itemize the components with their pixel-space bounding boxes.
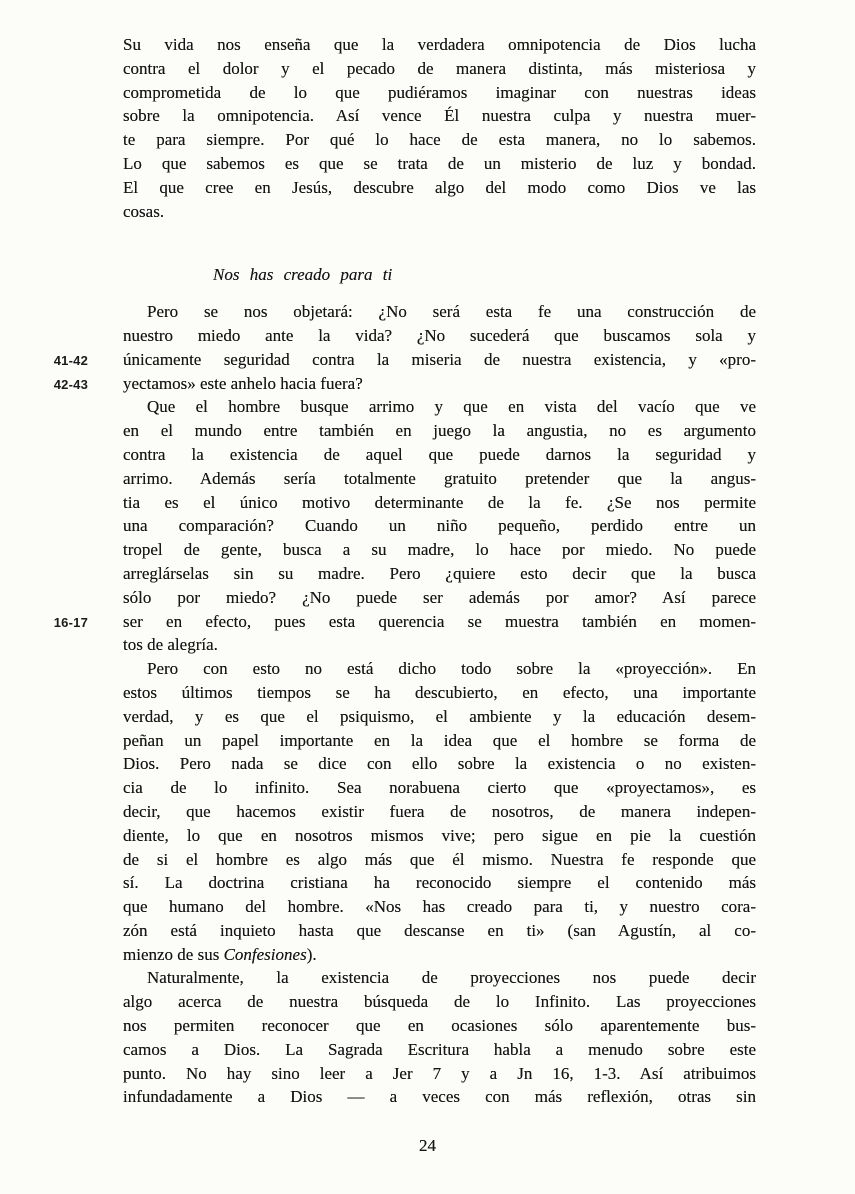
italic-text: Confesiones bbox=[223, 944, 307, 964]
text-line bbox=[123, 943, 756, 967]
text-line: arreglárselas sin su madre. Pero ¿quiere esto decir que la busca bbox=[123, 563, 756, 583]
text-line: Su vida nos enseña que la verdadera omnipotencia de Dios lucha bbox=[123, 35, 756, 54]
margin-reference: 42-43 bbox=[53, 377, 88, 392]
text-line: nos permiten reconocer que en ocasiones sólo aparentemente bus- bbox=[123, 1016, 756, 1036]
text-segment: ). bbox=[306, 944, 317, 964]
text-line: Lo que sabemos es que se trata de un misterio de luz y bondad. bbox=[123, 153, 756, 173]
text-line: sólo por miedo? ¿No puede ser además por amor? Así parece bbox=[123, 587, 756, 607]
text-line: Naturalmente, la existencia de proyecciones nos puede decir bbox=[147, 968, 756, 988]
text-line: algo acerca de nuestra búsqueda de lo Infinito. Las proyecciones bbox=[123, 992, 756, 1012]
text-line: Dios. Pero nada se dice con ello sobre la existencia o no existen- bbox=[123, 754, 756, 774]
text-line: punto. No hay sino leer a Jer 7 y a Jn 16, 1-3. Así atribuimos bbox=[123, 1063, 756, 1083]
text-block bbox=[123, 33, 756, 1109]
text-line: Pero con esto no está dicho todo sobre la «proyección». En bbox=[147, 659, 756, 679]
text-line: nuestro miedo ante la vida? ¿No sucederá que buscamos sola y bbox=[123, 325, 756, 345]
text-line: te para siempre. Por qué lo hace de esta manera, no lo sabemos. bbox=[123, 130, 756, 150]
text-line: Pero se nos objetará: ¿No será esta fe una construcción de bbox=[147, 302, 756, 322]
text-line: únicamente seguridad contra la miseria de nuestra existencia, y «pro- bbox=[123, 349, 756, 369]
page-number: 24 bbox=[419, 1136, 436, 1155]
text-line: cia de lo infinito. Sea norabuena cierto que «proyectamos», es bbox=[123, 778, 756, 798]
text-line: zón está inquieto hasta que descanse en ti» (san Agustín, al co- bbox=[123, 920, 756, 940]
text-line: ser en efecto, pues esta querencia se muestra también en momen- bbox=[123, 611, 756, 631]
text-line: contra el dolor y el pecado de manera distinta, más misteriosa y bbox=[123, 58, 756, 78]
text-line: comprometida de lo que pudiéramos imaginar con nuestras ideas bbox=[123, 82, 756, 102]
text-line: El que cree en Jesús, descubre algo del modo como Dios ve las bbox=[123, 177, 756, 197]
paragraph bbox=[123, 657, 756, 966]
text-segment: mienzo de sus bbox=[123, 944, 224, 964]
text-line: de si el hombre es algo más que él mismo. Nuestra fe responde que bbox=[123, 849, 756, 869]
text-line: infundadamente a Dios — a veces con más reflexión, otras sin bbox=[123, 1087, 756, 1107]
text-line: en el mundo entre también en juego la angustia, no es argumento bbox=[123, 421, 756, 441]
paragraph bbox=[123, 966, 756, 1109]
text-line: camos a Dios. La Sagrada Escritura habla a menudo sobre este bbox=[123, 1039, 756, 1059]
text-line: contra la existencia de aquel que puede darnos la seguridad y bbox=[123, 444, 756, 464]
section-heading: Nos has creado para ti bbox=[213, 265, 393, 285]
text-line: tia es el único motivo determinante de la fe. ¿Se nos permite bbox=[123, 492, 756, 512]
margin-reference: 16-17 bbox=[53, 615, 88, 630]
text-line: decir, que hacemos existir fuera de nosotros, de manera indepen- bbox=[123, 801, 756, 821]
text-line: arrimo. Además sería totalmente gratuito pretender que la angus- bbox=[123, 468, 756, 488]
paragraph bbox=[123, 300, 756, 395]
text-line: sí. La doctrina cristiana ha reconocido siempre el contenido más bbox=[123, 873, 756, 893]
text-line: Que el hombre busque arrimo y que en vista del vacío que ve bbox=[147, 397, 756, 417]
text-line: tos de alegría. bbox=[123, 635, 218, 655]
text-line: una comparación? Cuando un niño pequeño, perdido entre un bbox=[123, 516, 756, 536]
text-line: yectamos» este anhelo hacia fuera? bbox=[123, 373, 363, 393]
text-line: que humano del hombre. «Nos has creado para ti, y nuestro cora- bbox=[123, 897, 756, 917]
text-line: cosas. bbox=[123, 201, 165, 221]
margin-reference: 41-42 bbox=[53, 353, 88, 368]
text-line: tropel de gente, busca a su madre, lo hace por miedo. No puede bbox=[123, 540, 756, 560]
text-line: peñan un papel importante en la idea que el hombre se forma de bbox=[123, 730, 756, 750]
paragraph bbox=[123, 33, 756, 223]
text-line: sobre la omnipotencia. Así vence Él nuestra culpa y nuestra muer- bbox=[123, 106, 756, 126]
text-line: diente, lo que en nosotros mismos vive; pero sigue en pie la cuestión bbox=[123, 825, 756, 845]
paragraph bbox=[123, 395, 756, 657]
text-line: verdad, y es que el psiquismo, el ambiente y la educación desem- bbox=[123, 706, 756, 726]
text-line: estos últimos tiempos se ha descubierto, en efecto, una importante bbox=[123, 682, 756, 702]
